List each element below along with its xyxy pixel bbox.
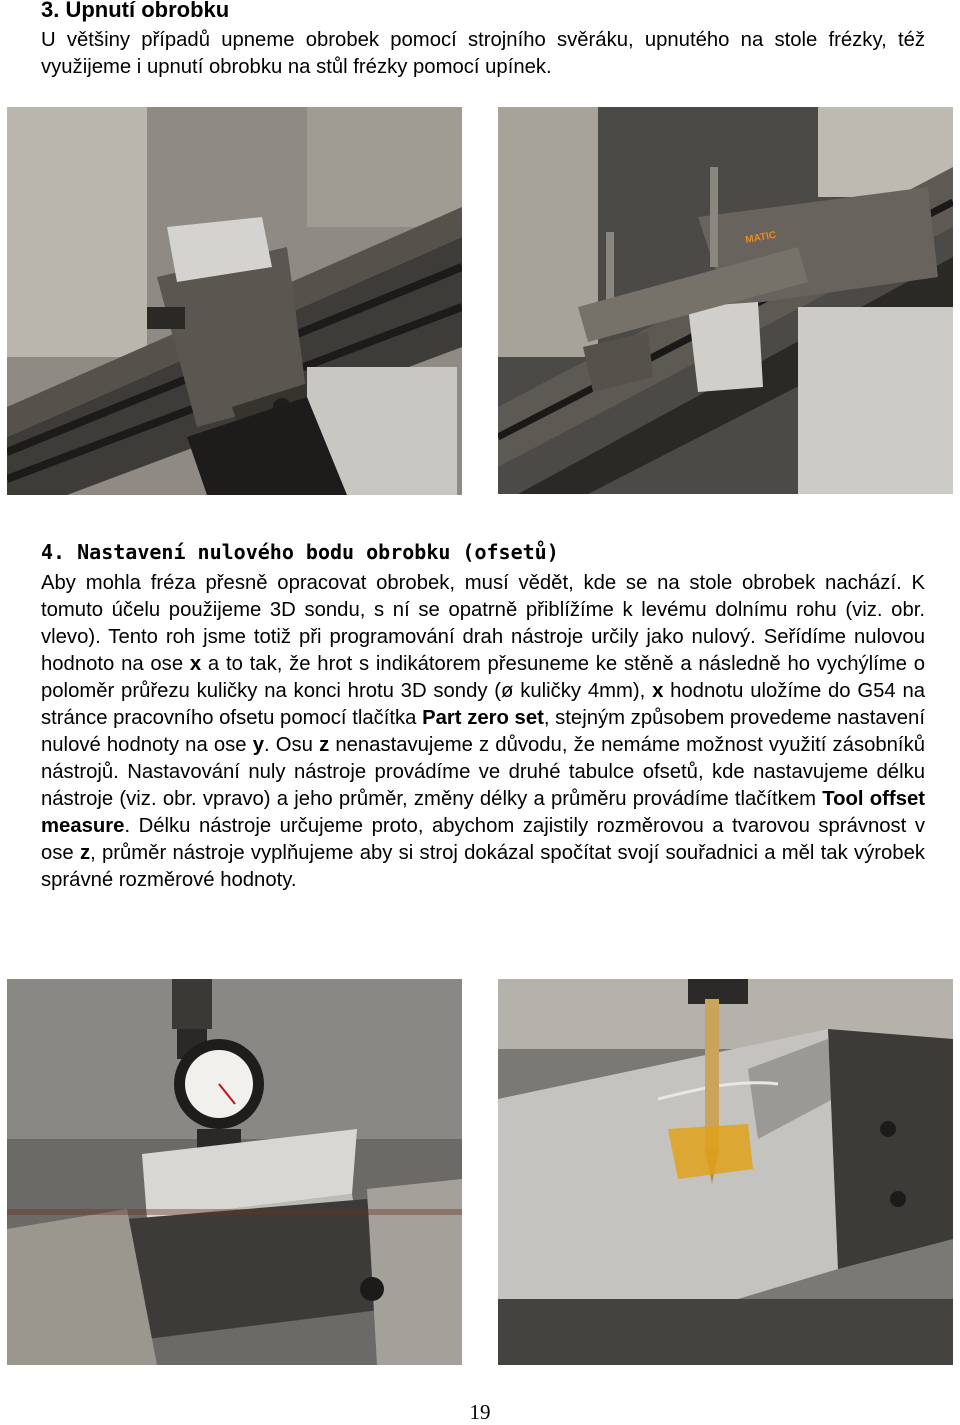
bold-axis-y: y [252, 734, 264, 756]
photo-vise-clamped-workpiece [498, 107, 953, 494]
text-segment: Aby mohla fréza přesně opracovat obrobek, musí vědět, kde se na stole obrobek nachází. K tomuto účelu použijeme 3D sondu, s ní se opatrně přiblížíme k levému dolnímu rohu (viz. obr. vlevo). Tento roh jsme totiž při programování drah nástroje určily jako nulový. Seřídíme nulovou hodnoto na ose [41, 572, 925, 675]
bold-axis-x: x [189, 653, 202, 675]
section-3-paragraph: U většiny případů upneme obrobek pomocí strojního svěráku, upnutého na stole frézky, též využijeme i upnutí obrobku na stůl frézky pomocí upínek. [41, 29, 925, 78]
page-number: 19 [469, 1400, 491, 1424]
photo-drill-tool-offset [498, 979, 953, 1365]
bold-axis-z: z [79, 842, 91, 864]
section-4-heading: 4. Nastavení nulového bodu obrobku (ofsetů) [41, 540, 559, 564]
photo-vise-on-table [7, 107, 462, 495]
text-segment: , průměr nástroje vyplňujeme aby si stroj dokázal spočítat svojí souřadnici a měl tak výrobek správné rozměrové hodnoty. [41, 842, 925, 891]
text-segment: . Délku nástroje určujeme proto, abychom zajistily rozměrovou a tvarovou správnost v ose [41, 815, 925, 864]
text-segment: , stejným způsobem provedeme nastavení nulové hodnoty na ose [41, 707, 925, 756]
bold-tool-offset-measure: Tool offset measure [41, 788, 926, 837]
text-segment: nenastavujeme z důvodu, že nemáme možnost využití zásobníků nástrojů. Nastavování nuly nástroje provádíme ve druhé tabulce ofsetů, kde nastavujeme délku nástroje (viz. obr. vpravo) a jeho průměr, změny délky a průměru provádíme tlačítkem [41, 734, 925, 810]
bold-axis-x: x [652, 680, 664, 702]
vise-brand-label: MATIC [744, 229, 777, 246]
section-4-paragraph [41, 570, 925, 894]
bold-part-zero-set: Part zero set [422, 707, 544, 729]
text-segment: hodnotu uložíme do G54 na stránce pracovního ofsetu pomocí tlačítka [41, 680, 925, 729]
text-segment: . Osu [263, 734, 320, 756]
section-3-heading: 3. Upnutí obrobku [41, 0, 230, 22]
bold-axis-z: z [319, 734, 330, 756]
text-segment: a to tak, že hrot s indikátorem přesuneme ke stěně a následně ho vychýlíme o poloměr průřezu kuličky na konci hrotu 3D sondy (ø kuličky 4mm), [41, 653, 925, 702]
photo-3d-probe [7, 979, 462, 1365]
